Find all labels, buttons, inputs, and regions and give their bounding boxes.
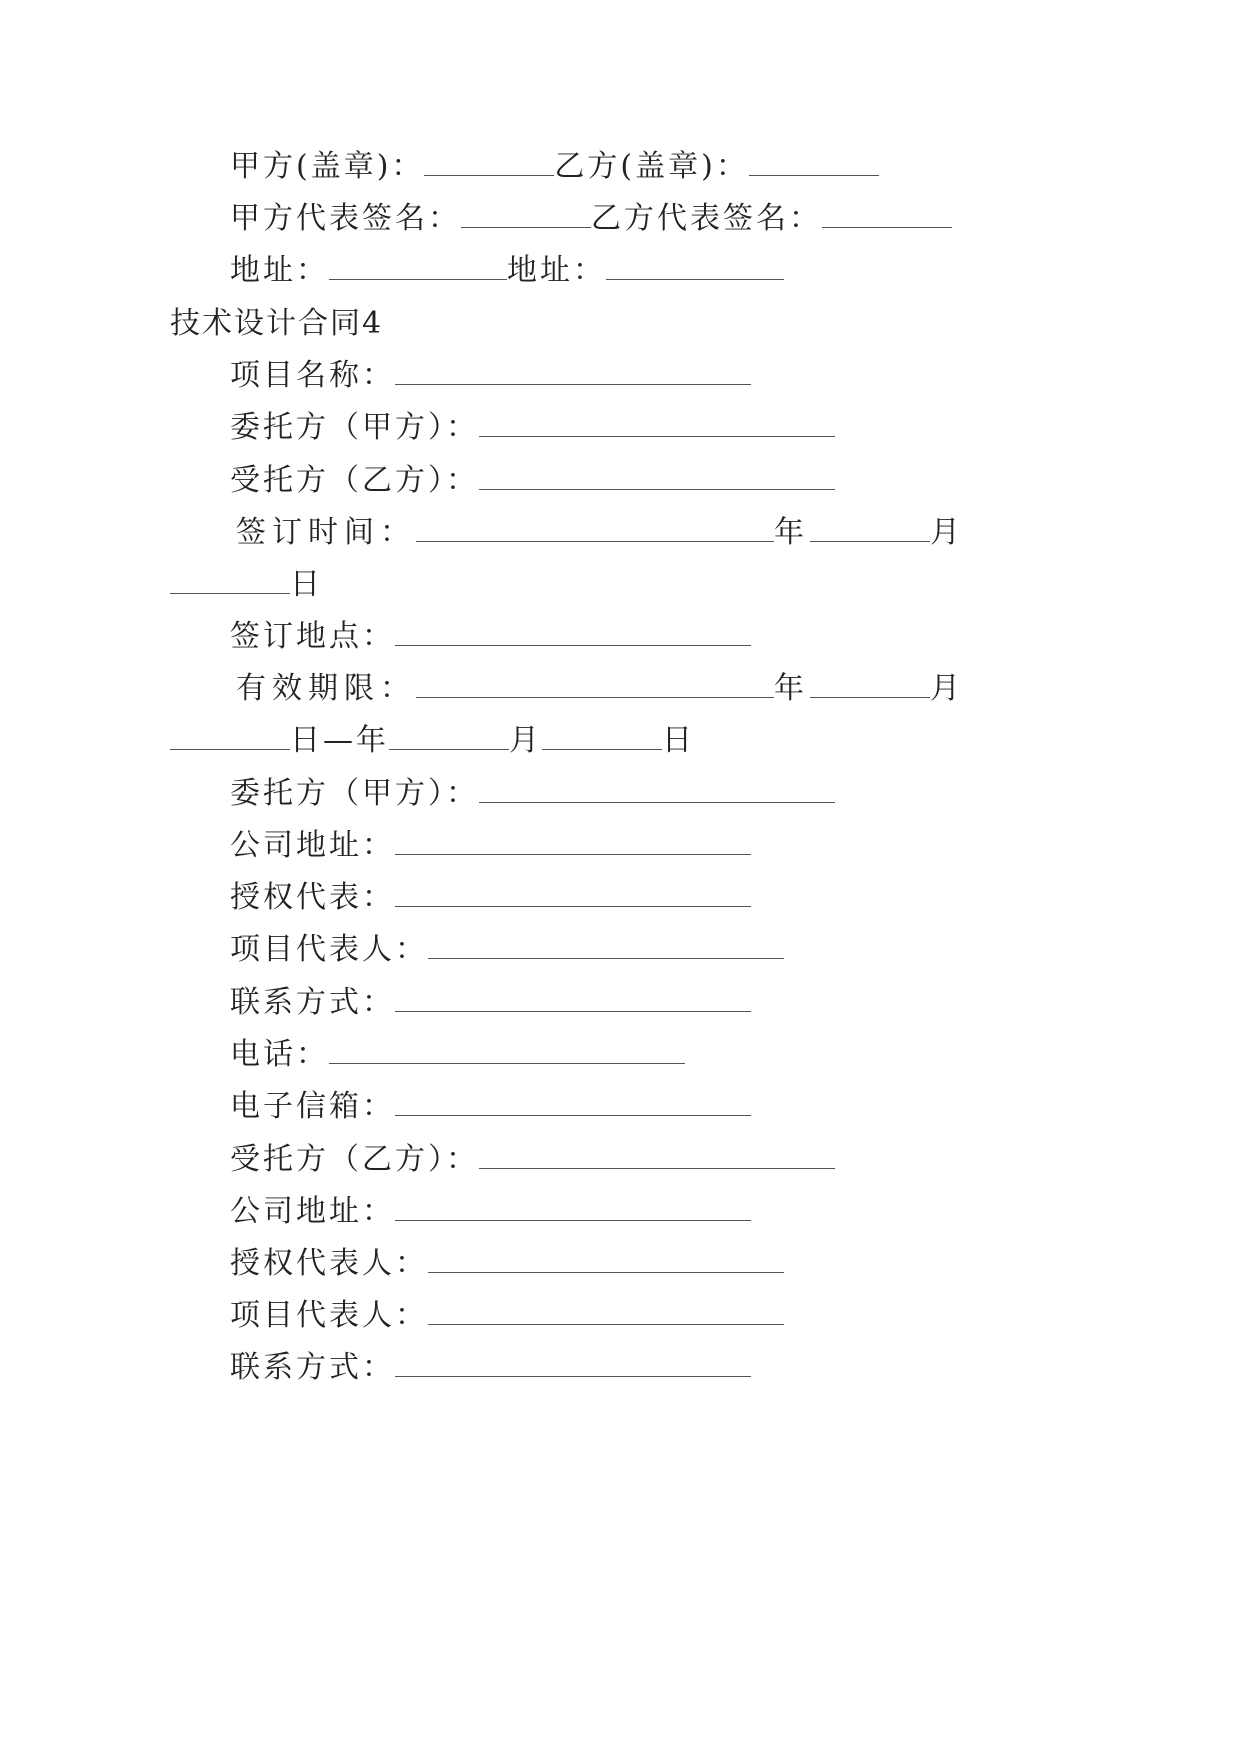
party-b-auth-line — [230, 1244, 784, 1284]
party-a-phone-line — [230, 1035, 685, 1075]
address-a-blank — [329, 253, 507, 280]
day-label: 日 — [290, 567, 323, 602]
party-b-project-rep-blank — [428, 1298, 784, 1325]
party-b-heading: 受托方（乙方）： — [230, 1142, 479, 1177]
valid-start-blank — [416, 671, 774, 698]
trustee-b-label: 受托方（乙方）： — [230, 463, 479, 498]
party-a-email-label: 电子信箱： — [230, 1089, 395, 1124]
party-b-rep-label: 乙方代表签名： — [591, 201, 822, 236]
party-b-rep-blank — [822, 201, 952, 228]
party-a-phone-blank — [329, 1037, 685, 1064]
rep-sign-line — [230, 199, 952, 239]
year-label: 年 — [774, 515, 810, 550]
party-a-address-label: 公司地址： — [230, 828, 395, 863]
end-month-blank — [389, 723, 509, 750]
sign-time-blank — [416, 515, 774, 542]
project-name-line — [230, 356, 751, 396]
valid-period-line — [236, 669, 966, 709]
address-line — [230, 251, 784, 291]
party-a-contact-blank — [395, 985, 751, 1012]
valid-month-blank — [810, 671, 930, 698]
month-label: 月 — [930, 515, 966, 550]
valid-range-line — [170, 721, 695, 761]
party-a-auth-label: 授权代表： — [230, 880, 395, 915]
party-b-seal-label: 乙方(盖章)： — [554, 149, 749, 184]
party-a-auth-blank — [395, 880, 751, 907]
project-name-label: 项目名称： — [230, 358, 395, 393]
party-a-rep-label: 甲方代表签名： — [230, 201, 461, 236]
party-a-project-rep-line — [230, 930, 784, 970]
valid-month-label: 月 — [930, 671, 966, 706]
sign-time-label: 签订时间： — [236, 515, 416, 550]
sign-day-line — [170, 565, 323, 605]
address-b-blank — [606, 253, 784, 280]
party-a-contact-label: 联系方式： — [230, 985, 395, 1020]
valid-day-blank — [170, 723, 290, 750]
client-a-label: 委托方（甲方）： — [230, 410, 479, 445]
party-b-project-rep-line — [230, 1296, 784, 1336]
party-b-auth-label: 授权代表人： — [230, 1246, 428, 1281]
end-day-blank — [542, 723, 662, 750]
sign-place-blank — [395, 619, 751, 646]
party-b-heading-line — [230, 1140, 835, 1180]
sign-place-line — [230, 617, 751, 657]
party-a-contact-line — [230, 983, 751, 1023]
party-a-address-line — [230, 826, 751, 866]
party-b-contact-blank — [395, 1350, 751, 1377]
party-b-address-label: 公司地址： — [230, 1194, 395, 1229]
party-b-contact-label: 联系方式： — [230, 1350, 395, 1385]
trustee-b-blank — [479, 463, 835, 490]
party-b-auth-blank — [428, 1246, 784, 1273]
client-a-blank — [479, 410, 835, 437]
party-a-seal-label: 甲方(盖章)： — [230, 149, 425, 184]
party-a-project-rep-blank — [428, 932, 784, 959]
end-day-label: 日 — [662, 723, 695, 758]
client-a-line — [230, 408, 835, 448]
party-a-email-blank — [395, 1089, 751, 1116]
valid-period-label: 有效期限： — [236, 671, 416, 706]
day-blank — [170, 567, 290, 594]
range-sep-label: 日—年 — [290, 723, 389, 758]
party-a-heading: 委托方（甲方）： — [230, 776, 479, 811]
party-a-heading-line — [230, 774, 835, 814]
party-b-heading-blank — [479, 1142, 835, 1169]
party-a-email-line — [230, 1087, 751, 1127]
month-blank — [810, 515, 930, 542]
valid-year-label: 年 — [774, 671, 810, 706]
party-a-seal-blank — [424, 149, 554, 176]
party-b-project-rep-label: 项目代表人： — [230, 1298, 428, 1333]
party-a-address-blank — [395, 828, 751, 855]
project-name-blank — [395, 358, 751, 385]
seal-line — [230, 147, 879, 187]
address-a-label: 地址： — [230, 253, 329, 288]
party-b-address-line — [230, 1192, 751, 1232]
address-b-label: 地址： — [507, 253, 606, 288]
party-a-rep-blank — [461, 201, 591, 228]
sign-time-line — [236, 513, 966, 553]
party-a-project-rep-label: 项目代表人： — [230, 932, 428, 967]
trustee-b-line — [230, 461, 835, 501]
party-a-auth-line — [230, 878, 751, 918]
page-title: 技术设计合同4 — [170, 306, 384, 341]
sign-place-label: 签订地点： — [230, 619, 395, 654]
end-month-label: 月 — [509, 723, 542, 758]
party-a-phone-label: 电话： — [230, 1037, 329, 1072]
party-b-address-blank — [395, 1194, 751, 1221]
party-b-seal-blank — [749, 149, 879, 176]
party-a-heading-blank — [479, 776, 835, 803]
party-b-contact-line — [230, 1348, 751, 1388]
